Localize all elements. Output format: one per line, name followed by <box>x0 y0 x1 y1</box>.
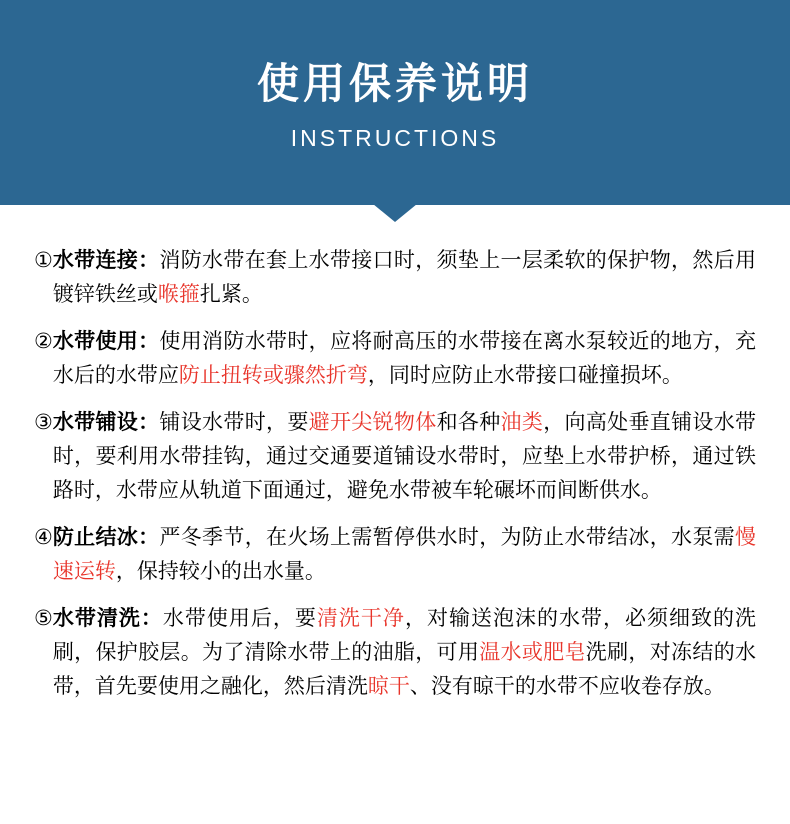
instruction-segment: 和各种 <box>436 410 501 434</box>
instruction-marker: ④ <box>34 525 53 549</box>
instruction-segment: 洗刷，对冻结的水带，首先要使用之融化，然后清洗 <box>52 640 757 698</box>
instruction-text <box>53 243 756 311</box>
instruction-marker: ② <box>34 329 53 353</box>
header-arrow-decoration <box>373 204 417 222</box>
instruction-highlight: 油类 <box>500 410 544 434</box>
instruction-marker: ① <box>34 248 53 272</box>
header-banner <box>0 0 790 205</box>
instruction-segment: ，保持较小的出水量。 <box>115 559 326 583</box>
instruction-highlight: 喉箍 <box>157 282 200 306</box>
instruction-segment: 消防水带在套上水带接口时，须垫上一层柔软的保护物，然后用镀锌铁丝或 <box>52 248 757 306</box>
page-title: 使用保养说明 <box>256 58 533 108</box>
instruction-segment: ，同时应防止水带接口碰撞损坏。 <box>367 363 683 387</box>
instruction-segment: 水带使用后，要 <box>162 606 317 630</box>
instruction-segment: 扎紧。 <box>199 282 263 306</box>
instruction-item <box>34 405 756 507</box>
instruction-label: 水带铺设： <box>52 410 160 434</box>
instruction-segment: 使用消防水带时，应将耐高压的水带接在离水泵较近的地方，充水后的水带应 <box>52 329 757 387</box>
instruction-highlight: 清洗干净 <box>316 606 405 630</box>
instruction-label: 水带使用： <box>52 329 160 353</box>
instruction-label: 水带清洗： <box>52 606 163 630</box>
instructions-list <box>0 205 790 703</box>
instruction-segment: 严冬季节，在火场上需暂停供水时，为防止水带结冰，水泵需 <box>159 525 736 549</box>
instruction-label: 水带连接： <box>52 248 160 272</box>
instruction-item <box>34 520 756 588</box>
instruction-text <box>53 520 756 588</box>
instruction-highlight: 慢速运转 <box>52 525 757 583</box>
instruction-text <box>53 601 756 703</box>
instruction-label: 防止结冰： <box>52 525 160 549</box>
instruction-highlight: 晾干 <box>367 674 410 698</box>
instruction-highlight: 避开尖锐物体 <box>308 410 437 434</box>
instruction-highlight: 防止扭转或骤然折弯 <box>178 363 368 387</box>
instruction-segment: ，对输送泡沫的水带，必须细致的洗刷，保护胶层。为了清除水带上的油脂，可用 <box>52 606 757 664</box>
instruction-marker: ③ <box>34 410 53 434</box>
page-subtitle: INSTRUCTIONS <box>290 125 500 152</box>
instruction-segment: ，向高处垂直铺设水带时，要利用水带挂钩，通过交通要道铺设水带时，应垫上水带护桥，通过铁路时，水带应从轨道下面通过，避免水带被车轮碾坏而间断供水。 <box>52 410 757 502</box>
instruction-marker: ⑤ <box>34 606 53 630</box>
instruction-item <box>34 601 756 703</box>
instruction-highlight: 温水或肥皂 <box>479 640 586 664</box>
instruction-item <box>34 243 756 311</box>
instruction-text <box>53 324 756 392</box>
instruction-segment: 、没有晾干的水带不应收卷存放。 <box>409 674 725 698</box>
instruction-text <box>53 405 756 507</box>
instruction-item <box>34 324 756 392</box>
instruction-segment: 铺设水带时，要 <box>159 410 309 434</box>
